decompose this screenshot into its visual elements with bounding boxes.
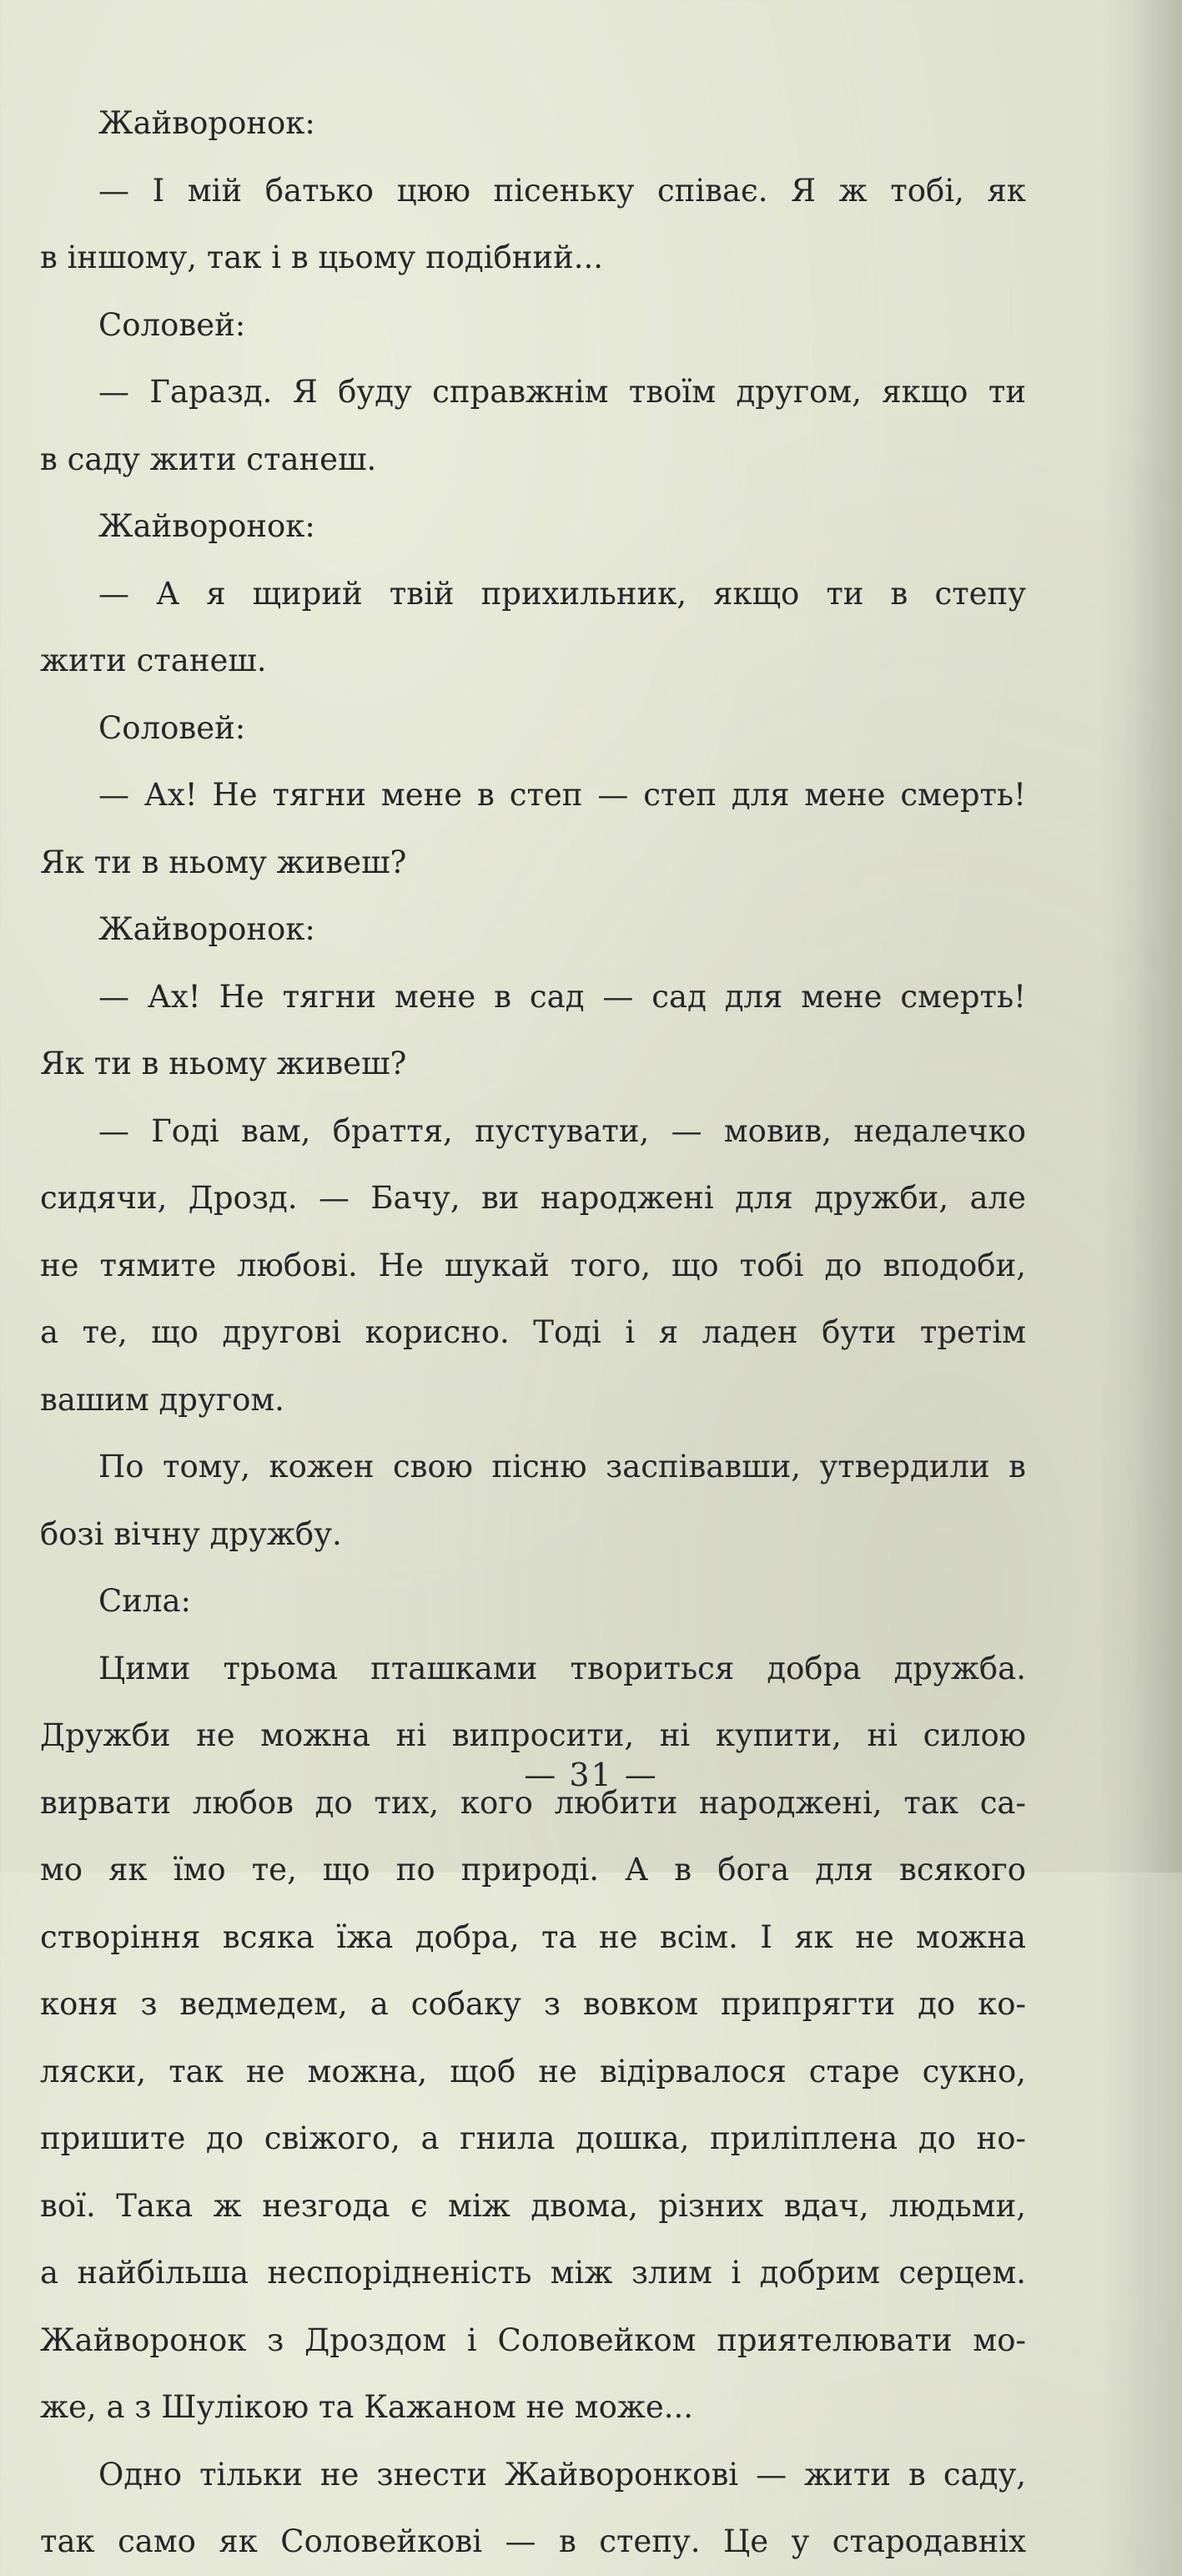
text-line: не тямите любові. Не шукай того, що тобі до вподоби, (40, 1247, 1026, 1283)
text-line: бозі вічну дружбу. (40, 1515, 342, 1552)
text-line: мо як їмо те, що по природі. А в бога для всякого (40, 1852, 1026, 1888)
text-line: — Ах! Не тягни мене в степ — степ для мене смерть! (98, 777, 1026, 813)
text-line: Жайворонок: (98, 508, 315, 544)
text-line: — І мій батько цюю пісеньку співає. Я ж тобі, як (98, 172, 1026, 209)
text-line: Як ти в ньому живеш? (40, 1046, 407, 1081)
text-line: вашим другом. (40, 1381, 284, 1418)
text-line: Цими трьома пташками твориться добра дружба. (98, 1650, 1026, 1686)
text-line: Дружби не можна ні випросити, ні купити, ні силою (40, 1717, 1026, 1753)
text-line: в іншому, так і в цьому подібний... (40, 239, 604, 275)
text-line: жити станеш. (40, 643, 267, 678)
text-line: створіння всяка їжа добра, та не всім. І як не можна (40, 1918, 1026, 1955)
text-line: — Гаразд. Я буду справжнім твоїм другом, якщо ти (98, 374, 1026, 410)
page-number: — 31 — (524, 1757, 658, 1793)
text-line: Як ти в ньому живеш? (40, 844, 407, 880)
text-line: — А я щирий твій прихильник, якщо ти в степу (98, 575, 1026, 612)
text-line: вирвати любов до тих, кого любити народжені, так са- (40, 1784, 1026, 1821)
text-line: же, а з Шулікою та Кажаном не може... (40, 2389, 694, 2425)
page-text-block (40, 90, 1026, 2576)
text-line: а найбільша неспорідненість між злим і добрим серцем. (40, 2255, 1026, 2291)
text-line: ляски, так не можна, щоб не відірвалося старе сукно, (40, 2053, 1026, 2090)
text-line: так само як Соловейкові — в степу. Це у стародавніх (40, 2523, 1026, 2559)
page-edge-shadow (1132, 0, 1182, 1873)
text-line: Жайворонок: (98, 105, 315, 141)
text-line: Одно тільки не знести Жайворонкові — жити в саду, (98, 2456, 1026, 2493)
text-line: — Ах! Не тягни мене в сад — сад для мене смерть! (98, 978, 1026, 1015)
text-line: сидячи, Дрозд. — Бачу, ви народжені для дружби, але (40, 1180, 1026, 1216)
text-line: Сила: (98, 1583, 191, 1619)
text-line: По тому, кожен свою пісню заспівавши, утвердили в (98, 1449, 1026, 1485)
text-line: Соловей: (98, 306, 246, 343)
text-line: коня з ведмедем, а собаку з вовком припрягти до ко- (40, 1986, 1026, 2022)
text-line: Соловей: (98, 709, 246, 746)
text-line: — Годі вам, браття, пустувати, — мовив, недалечко (98, 1112, 1026, 1149)
text-line: пришите до свіжого, а гнила дошка, приліплена до но- (40, 2120, 1026, 2156)
text-line: Жайворонок: (98, 911, 315, 947)
text-line: Жайворонок з Дроздом і Соловейком приятелювати мо- (40, 2321, 1026, 2358)
text-line: вої. Така ж незгода є між двома, різних вдач, людьми, (40, 2187, 1026, 2224)
text-line: в саду жити станеш. (40, 441, 377, 477)
text-line: а те, що другові корисно. Тоді і я ладен бути третім (40, 1314, 1026, 1350)
